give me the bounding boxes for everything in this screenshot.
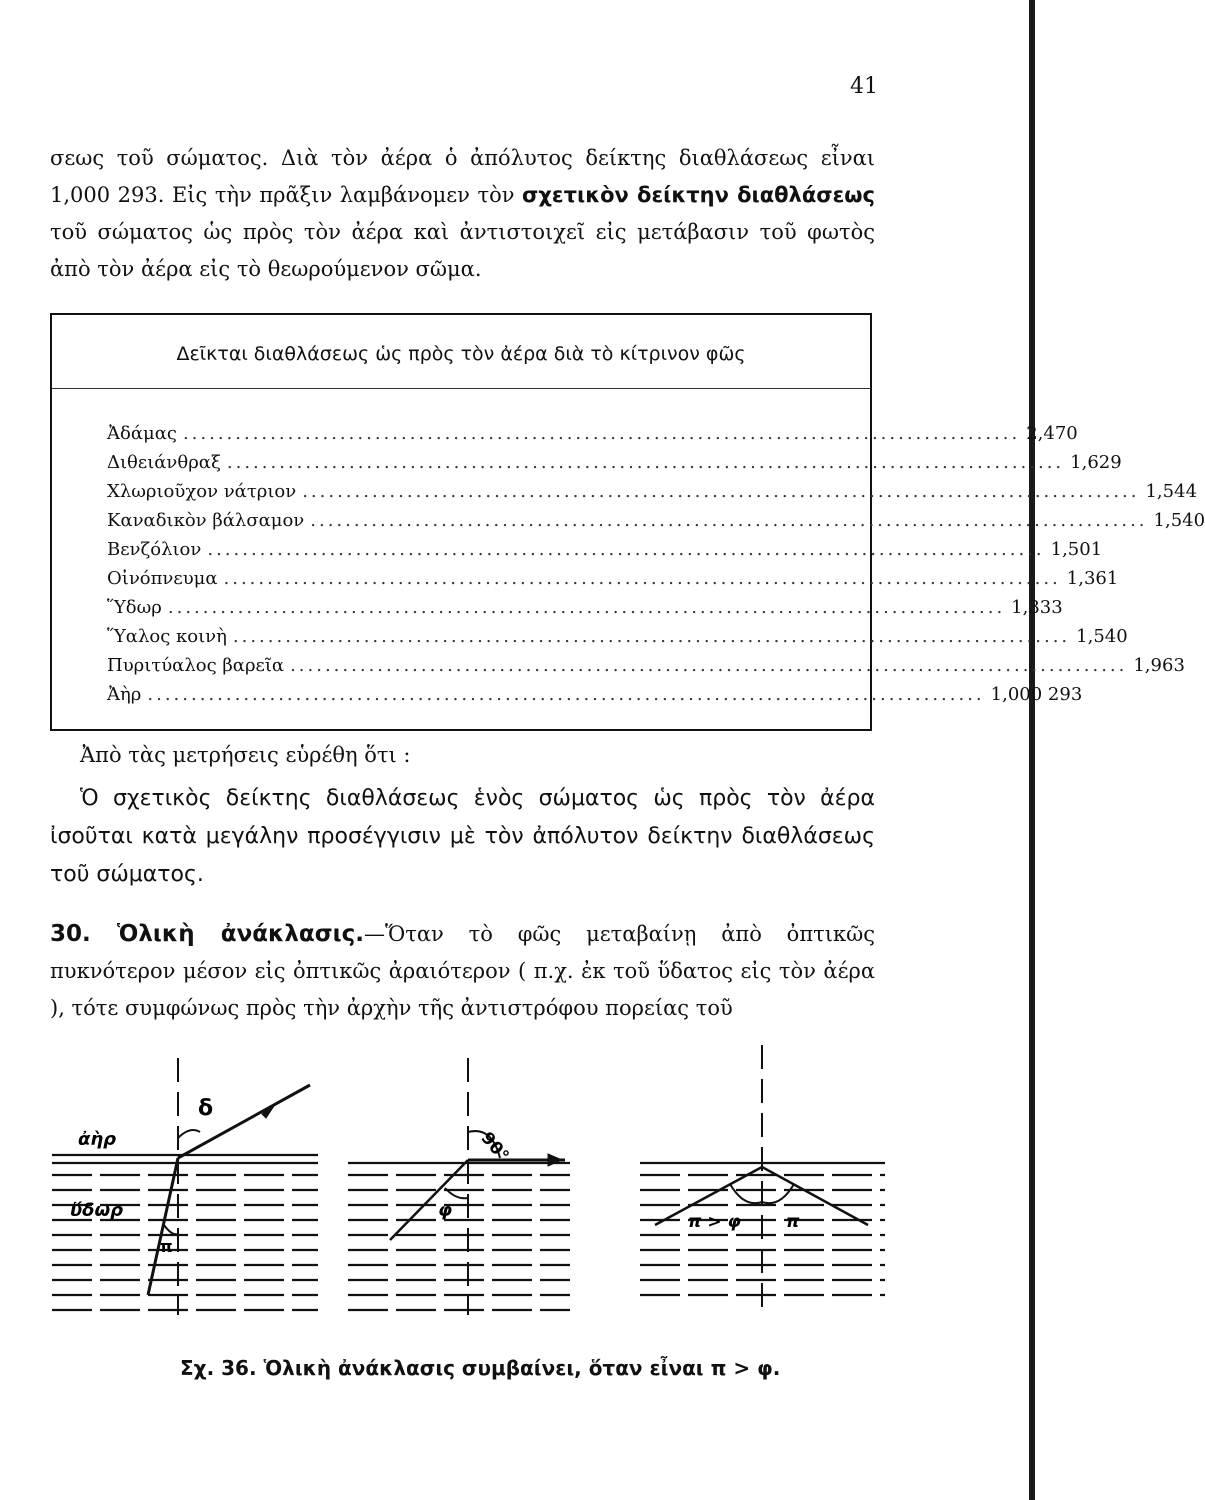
- conclusion-paragraph: Ὁ σχετικὸς δείκτης διαθλάσεως ἑνὸς σώματος ὡς πρὸς τὸν ἀέρα ἰσοῦται κατὰ μεγάλην προσέγγισιν μὲ τὸν ἀπόλυτον δείκτην διαθλάσεως τοῦ σώματος.: [50, 786, 875, 887]
- dot-leader: ................................................................................................: [223, 568, 1061, 589]
- intro-text-2: τοῦ σώματος ὡς πρὸς τὸν ἀέρα καὶ ἀντιστοιχεῖ εἰς μετάβασιν τοῦ φωτὸς ἀπὸ τὸν ἀέρα εἰς τὸ θεωρούμενον σῶμα.: [50, 220, 875, 281]
- label-90-degrees: 90°: [476, 1128, 513, 1166]
- label-pi-right: π: [786, 1212, 800, 1232]
- dot-leader: ................................................................................................: [147, 684, 985, 705]
- row-value: 1,333: [1011, 597, 1063, 618]
- dot-leader: ................................................................................................: [310, 510, 1148, 531]
- row-name: Ἀδάμας: [107, 423, 177, 444]
- row-name: Καναδικὸν βάλσαμον: [107, 510, 305, 531]
- row-value: 1,000 293: [990, 684, 1083, 705]
- panel-total-reflection: [640, 1045, 885, 1310]
- label-water: ὕδωρ: [70, 1200, 124, 1221]
- row-value: 2,470: [1026, 423, 1078, 444]
- label-phi: φ: [438, 1200, 453, 1221]
- row-value: 1,361: [1066, 568, 1119, 589]
- incident-ray: [390, 1160, 468, 1240]
- intro-paragraph: [50, 140, 875, 288]
- dot-leader: ................................................................................................: [182, 423, 1021, 444]
- dot-leader: ................................................................................................: [232, 626, 1071, 647]
- row-value: 1,540: [1153, 510, 1205, 531]
- refraction-index-table: [50, 313, 1205, 731]
- dot-leader: ................................................................................................: [302, 481, 1140, 502]
- row-name: Ἀὴρ: [107, 684, 142, 705]
- ray-arrow: [548, 1154, 562, 1166]
- panel-refraction: [52, 1058, 318, 1315]
- table-row: [107, 597, 1063, 626]
- label-pi: π: [160, 1237, 173, 1256]
- incident-ray: [148, 1158, 178, 1295]
- figure-caption: Σχ. 36. Ὁλικὴ ἀνάκλασις συμβαίνει, ὅταν εἶναι π > φ.: [180, 1356, 781, 1380]
- table-row: [107, 423, 1078, 452]
- panel-critical-angle: [348, 1058, 570, 1315]
- angle-arc-pi: [164, 1225, 178, 1234]
- table-row: [107, 539, 1103, 568]
- table-row: [107, 568, 1119, 597]
- table-divider: [52, 388, 870, 389]
- row-name: Ὕδωρ: [107, 597, 162, 618]
- table-row: [107, 452, 1122, 481]
- label-air: ἀὴρ: [78, 1129, 117, 1150]
- label-comparison: π > φ: [688, 1212, 741, 1232]
- dot-leader: ................................................................................................: [207, 539, 1045, 560]
- angle-arc-delta: [178, 1130, 200, 1138]
- section-text: —Ὅταν τὸ φῶς μεταβαίνῃ ἀπὸ ὀπτικῶς πυκνότερον μέσον εἰς ὀπτικῶς ἀραιότερον ( π.χ. ἐκ τοῦ ὕδατος εἰς τὸν ἀέρα ), τότε συμφώνως πρὸς τὴν ἀρχὴν τῆς ἀντιστρόφου πορείας τοῦ: [50, 922, 875, 1020]
- intro-text-1: σεως τοῦ σώματος. Διὰ τὸν ἀέρα ὁ ἀπόλυτος δείκτης διαθλάσεως εἶναι 1,000 293. Εἰς τὴν πρᾶξιν λαμβάνομεν τὸν: [50, 146, 875, 207]
- intro-bold-term: σχετικὸν δείκτην διαθλάσεως: [522, 183, 876, 207]
- table-row: [107, 510, 1205, 539]
- table-caption: Δεῖκται διαθλάσεως ὡς πρὸς τὸν ἀέρα διὰ τὸ κίτρινον φῶς: [176, 343, 746, 365]
- table-row: [107, 655, 1185, 684]
- dot-leader: ................................................................................................: [290, 655, 1128, 676]
- section-paragraph: [50, 916, 875, 1027]
- dot-leader: ................................................................................................: [226, 452, 1065, 473]
- measurement-intro: Ἀπὸ τὰς μετρήσεις εὑρέθη ὅτι :: [80, 743, 411, 767]
- row-name: Ὕαλος κοινὴ: [107, 626, 227, 647]
- row-value: 1,544: [1145, 481, 1198, 502]
- table-row: [107, 684, 1083, 713]
- section-heading: 30. Ὁλικὴ ἀνάκλασις.: [50, 921, 364, 947]
- total-reflection-figure: [0, 1040, 1035, 1340]
- row-name: Πυριτύαλος βαρεῖα: [107, 655, 285, 676]
- water-lines: [52, 1155, 318, 1310]
- row-name: Οἰνόπνευμα: [107, 568, 218, 589]
- row-value: 1,540: [1076, 626, 1128, 647]
- row-name: Χλωριοῦχον νάτριον: [107, 481, 297, 502]
- water-lines: [348, 1163, 570, 1310]
- row-name: Βενζόλιον: [107, 539, 202, 560]
- row-value: 1,501: [1050, 539, 1103, 560]
- row-value: 1,963: [1133, 655, 1185, 676]
- row-name: Διθειάνθραξ: [107, 452, 221, 473]
- row-value: 1,629: [1070, 452, 1122, 473]
- table-row: [107, 626, 1128, 655]
- label-delta: δ: [198, 1096, 214, 1121]
- table-row: [107, 481, 1198, 510]
- page-number: 41: [850, 74, 878, 99]
- dot-leader: ................................................................................................: [167, 597, 1006, 618]
